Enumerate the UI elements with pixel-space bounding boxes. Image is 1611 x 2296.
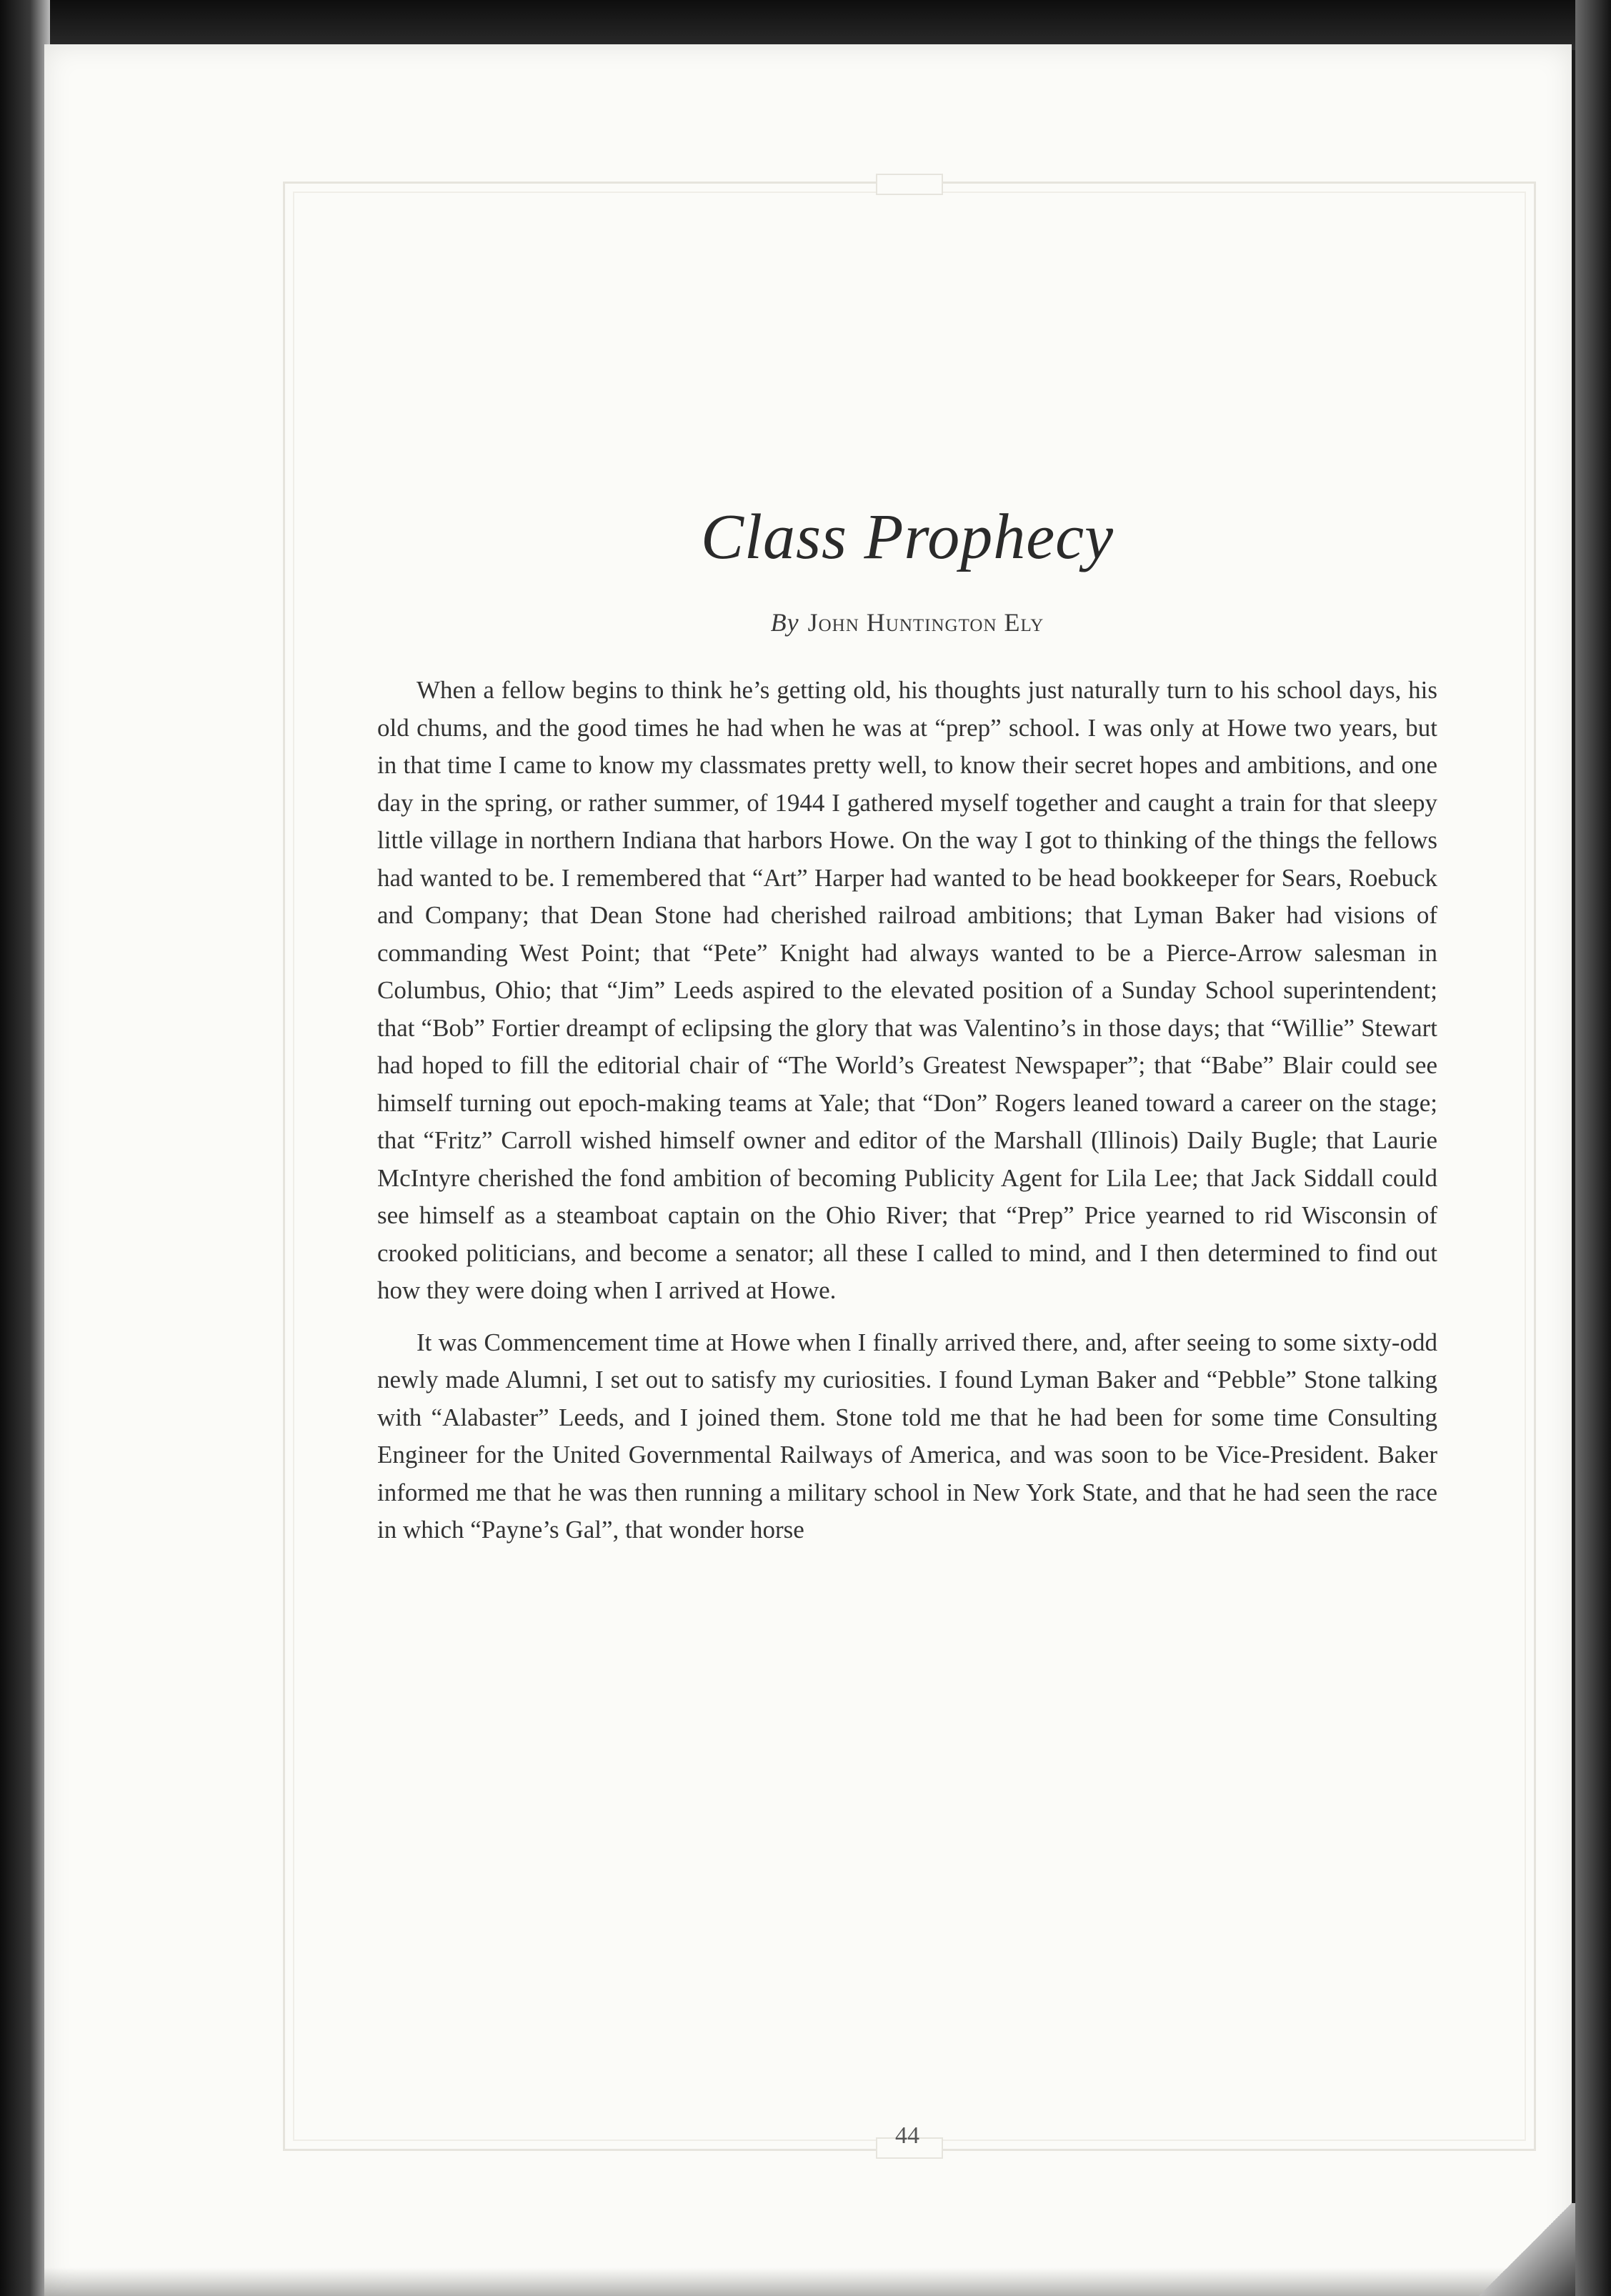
byline-prefix: By — [770, 608, 799, 637]
page-title: Class Prophecy — [700, 502, 1114, 572]
frame-ornament-top — [876, 174, 943, 195]
body-text — [377, 672, 1437, 1549]
scan-edge-right — [1575, 0, 1611, 2296]
paragraph: When a fellow begins to think he’s getting old, his thoughts just naturally turn to his school days, his old chums, and the good times he had when he was at “prep” school. I was only at Howe two years, but in that time I came to know my classmates pretty well, to know their secret hopes and ambitions, and one day in the spring, or rather summer, of 1944 I gathered myself together and caught a train for that sleepy little village in northern Indiana that harbors Howe. On the way I got to thinking of the things the fellows had wanted to be. I remembered that “Art” Harper had wanted to be head bookkeeper for Sears, Roebuck and Company; that Dean Stone had cherished railroad ambitions; that Lyman Baker had visions of commanding West Point; that “Pete” Knight had always wanted to be a Pierce-Arrow salesman in Columbus, Ohio; that “Jim” Leeds aspired to the elevated position of a Sunday School superintendent; that “Bob” Fortier dreampt of eclipsing the glory that was Valentino’s in those days; that “Willie” Stewart had hoped to fill the editorial chair of “The World’s Greatest Newspaper”; that “Babe” Blair could see himself turning out epoch-making teams at Yale; that “Don” Rogers leaned toward a career on the stage; that “Fritz” Carroll wished himself owner and editor of the Marshall (Illinois) Daily Bugle; that Laurie McIntyre cherished the fond ambition of becoming Publicity Agent for Lila Lee; that Jack Siddall could see himself as a steamboat captain on the Ohio River; that “Prep” Price yearned to rid Wisconsin of crooked politicians, and become a senator; all these I called to mind, and I then determined to find out how they were doing when I arrived at Howe. — [377, 676, 1437, 1304]
author-name: John Huntington Ely — [807, 608, 1044, 637]
scan-edge-top — [0, 0, 1611, 50]
page-number: 44 — [895, 2122, 919, 2149]
scan-edge-bottom — [44, 2267, 1545, 2296]
paragraph: It was Commencement time at Howe when I finally arrived there, and, after seeing to some sixty-odd newly made Alumni, I set out to satisfy my curiosities. I found Lyman Baker and “Pebble” Stone talking with “Alabaster” Leeds, and I joined them. Stone told me that he had been for some time Consulting Engineer for the United Governmental Railways of America, and was soon to be Vice-President. Baker informed me that he was then running a military school in New York State, and that he had seen the race in which “Payne’s Gal”, that wonder horse — [377, 1328, 1437, 1544]
page-curl — [1475, 2203, 1575, 2296]
scan-edge-left — [0, 0, 50, 2296]
byline — [283, 607, 1532, 637]
